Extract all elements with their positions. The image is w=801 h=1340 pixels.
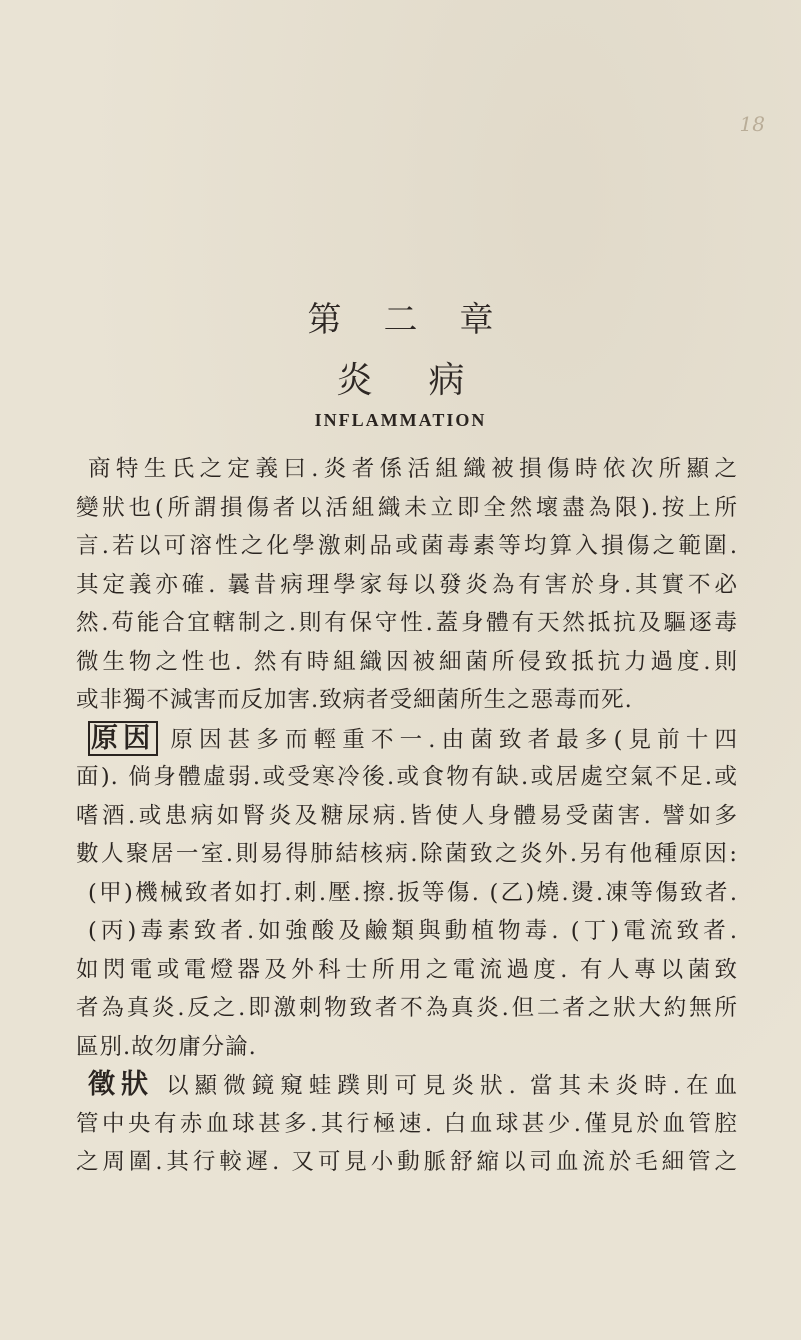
intro-line: 微生物之性也. 然有時組織因被細菌所侵致抵抗力過度.則: [76, 648, 738, 675]
page-corner-mark: 18: [739, 112, 765, 136]
cause-line: 嗜酒.或患病如腎炎及糖尿病.皆使人身體易受菌害. 譬如多: [76, 802, 738, 829]
symptom-heading: 徵狀: [88, 1069, 155, 1100]
cause-line: (甲)機械致者如打.刺.壓.擦.扳等傷. (乙)燒.燙.凍等傷致者.: [88, 879, 738, 906]
symptom-line: 以顯微鏡窺蛙蹼則可見炎狀. 當其未炎時.在血: [166, 1073, 738, 1099]
chapter-number: 第二章: [307, 300, 536, 340]
cause-heading: 原因: [88, 721, 158, 756]
cause-line: 數人聚居一室.則易得肺結核病.除菌致之炎外.另有他種原因:: [76, 841, 738, 867]
cause-line: 原因甚多而輕重不一.由菌致者最多(見前十四: [170, 726, 738, 753]
intro-line: 商特生氏之定義曰.炎者係活組織被損傷時依次所顯之: [88, 456, 738, 482]
intro-line: 然.苟能合宜轄制之.則有保守性.蓋身體有天然抵抗及驅逐毒: [76, 610, 738, 636]
cause-line: 如閃電或電燈器及外科士所用之電流過度. 有人專以菌致: [76, 956, 738, 983]
cause-line: 面). 倘身體虛弱.或受寒冷後.或食物有缺.或居處空氣不足.或: [76, 764, 738, 790]
cause-line: (丙)毒素致者.如強酸及鹼類與動植物毒. (丁)電流致者.: [88, 918, 738, 944]
intro-line: 變狀也(所謂損傷者以活組織未立即全然壞盡為限).按上所: [76, 494, 738, 521]
cause-line: 者為真炎.反之.即激刺物致者不為真炎.但二者之狀大約無所: [76, 995, 738, 1021]
symptom-line: 之周圍.其行較遲. 又可見小動脈舒縮以司血流於毛細管之: [76, 1149, 738, 1175]
chapter-title: 炎病: [336, 360, 521, 401]
chapter-subtitle: INFLAMMATION: [314, 410, 487, 430]
body-text: [76, 450, 738, 1182]
intro-line: 其定義亦確. 曩昔病理學家每以發炎為有害於身.其實不必: [76, 571, 738, 598]
symptom-first-line: [76, 1066, 738, 1105]
intro-line: 言.若以可溶性之化學激刺品或菌毒素等均算入損傷之範圍.: [76, 533, 738, 559]
symptom-line: 管中央有赤血球甚多.其行極速. 白血球甚少.僅見於血管腔: [76, 1110, 738, 1137]
cause-line: 區別.故勿庸分論.: [76, 1033, 257, 1060]
intro-line: 或非獨不減害而反加害.致病者受細菌所生之惡毒而死.: [76, 687, 633, 713]
cause-first-line: [76, 720, 738, 759]
